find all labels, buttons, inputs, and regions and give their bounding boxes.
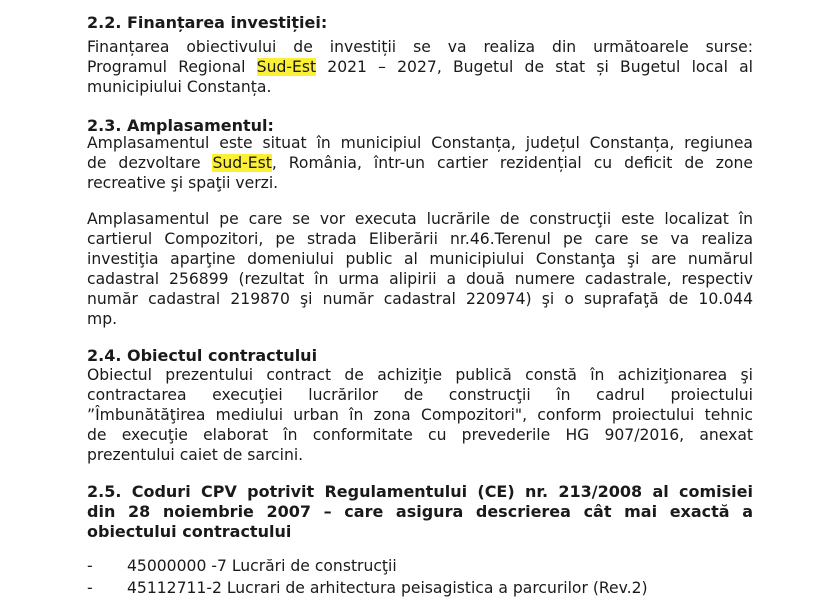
section-2-3-line-2 [87, 153, 753, 173]
section-2-4-line-2: contractarea execuţiei lucrărilor de construcţii în cadrul proiectului [87, 386, 753, 404]
section-2-3-para-2-line-3: investiţia aparţine domeniului public al municipiului Constanţa şi are numărul [87, 250, 753, 268]
section-2-4-line-1: Obiectul prezentului contract de achiziţie publică constă în achiziţionarea şi [87, 366, 753, 384]
section-2-3-para-2-line-6: mp. [87, 310, 118, 328]
section-2-5-heading-line-1: 2.5. Coduri CPV potrivit Regulamentului (CE) nr. 213/2008 al comisiei [87, 482, 753, 501]
section-2-5-heading-line-3: obiectului contractului [87, 522, 292, 541]
section-2-4-line-4: de execuţie elaborat în conformitate cu prevederile HG 907/2016, anexat [87, 426, 753, 444]
section-2-3-line-1: Amplasamentul este situat în municipiul Constanța, județul Constanța, regiunea [87, 134, 753, 152]
section-2-3-para-2-line-5: număr cadastral 219870 şi număr cadastral 220974) şi o suprafaţă de 10.044 [87, 290, 753, 308]
highlighted-text: Sud-Est [256, 58, 317, 76]
section-2-2-line-3: municipiului Constanța. [87, 78, 272, 96]
highlighted-text: Sud-Est [212, 154, 272, 172]
text-span: Programul Regional [87, 58, 257, 76]
list-dash: - [87, 579, 93, 597]
section-2-4-line-5: prezentului caiet de sarcini. [87, 446, 304, 464]
text-span: , România, într-un cartier rezidențial cu deficit de zone [271, 154, 753, 172]
section-2-3-para-2-line-2: cartierul Compozitori, pe strada Eliberării nr.46.Terenul pe care se va realiza [87, 230, 753, 248]
section-2-3-heading: 2.3. Amplasamentul: [87, 116, 274, 135]
section-2-3-para-2-line-1: Amplasamentul pe care se vor executa lucrările de construcţii este localizat în [87, 210, 753, 228]
section-2-2-line-2 [87, 57, 753, 77]
text-span: de dezvoltare [87, 154, 213, 172]
list-dash: - [87, 557, 93, 575]
section-2-4-heading: 2.4. Obiectul contractului [87, 346, 318, 365]
text-span: 2021 – 2027, Bugetul de stat și Bugetul local al [316, 58, 753, 76]
cpv-item-text: 45112711-2 Lucrari de arhitectura peisagistica a parcurilor (Rev.2) [127, 579, 648, 597]
section-2-3-para-2-line-4: cadastral 256899 (rezultat în urma alipirii a două numere cadastrale, respectiv [87, 270, 753, 288]
cpv-item-text: 45000000 -7 Lucrări de construcţii [127, 557, 397, 575]
section-2-3-line-3: recreative şi spaţii verzi. [87, 174, 279, 192]
section-2-2-heading: 2.2. Finanțarea investiției: [87, 13, 328, 32]
section-2-4-line-3: ”Îmbunătăţirea mediului urban în zona Compozitori", conform proiectului tehnic [87, 406, 753, 424]
section-2-5-heading-line-2: din 28 noiembrie 2007 – care asigura descrierea cât mai exactă a [87, 502, 753, 521]
section-2-2-line-1: Finanțarea obiectivului de investiții se va realiza din următoarele surse: [87, 38, 753, 56]
